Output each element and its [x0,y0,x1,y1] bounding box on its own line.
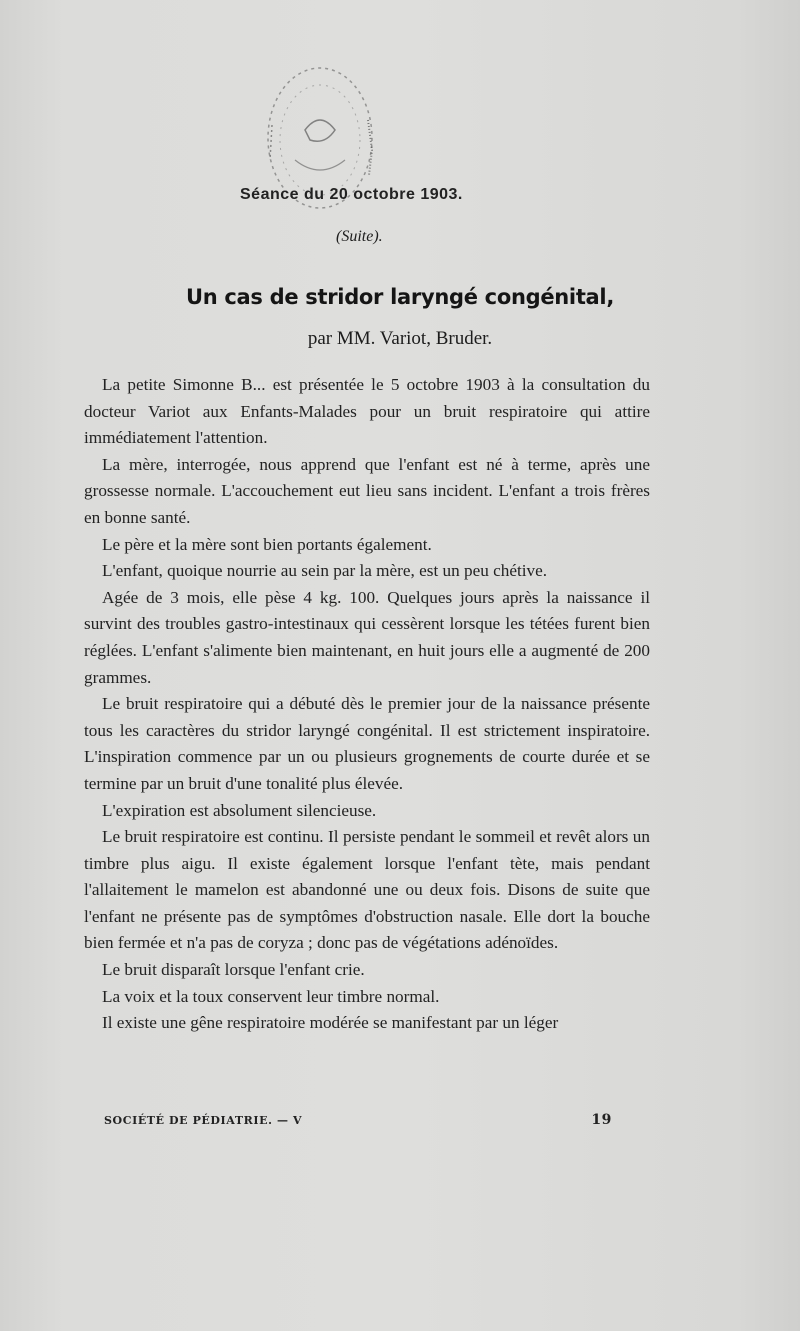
session-heading: Séance du 20 octobre 1903. [240,186,463,203]
paragraph: L'expiration est absolument silencieuse. [102,800,377,820]
paragraph: La mère, interrogée, nous apprend que l'enfant est né à terme, après une grossesse normale. L'accouchement eut lieu sans incident. L'enfant a trois frères en bonne santé. [84,454,650,527]
article-body [84,372,650,1037]
paragraph: Le bruit respiratoire est continu. Il persiste pendant le sommeil et revêt alors un timbre plus aigu. Il existe également lorsque l'enfant tète, mais pendant l'allaitement le mamelon est abandonné une ou deux fois. Disons de suite que l'enfant ne présente pas de symptômes d'obstruction nasale. Elle dort la bouche bien fermée et n'a pas de coryza ; donc pas de végétations adénoïdes. [84,827,650,953]
article-byline: par MM. Variot, Bruder. [307,328,493,349]
page-footer [104,1114,612,1127]
paragraph: Le père et la mère sont bien portants également. [102,534,432,554]
paragraph: La petite Simonne B... est présentée le 5 octobre 1903 à la consultation du docteur Variot aux Enfants-Malades pour un bruit respiratoire qui attire immédiatement l'attention. [84,375,650,448]
article-title: Un cas de stridor laryngé congénital, [185,285,615,309]
paragraph: Le bruit disparaît lorsque l'enfant crie. [102,960,365,980]
paragraph: Le bruit respiratoire qui a débuté dès le premier jour de la naissance présente tous les caractères du stridor laryngé congénital. Il est strictement inspiratoire. L'inspiration commence par un ou plusieurs grognements de courte durée et se termine par un bruit d'une tonalité plus élevée. [84,694,650,793]
page-number: 19 [591,1112,612,1128]
continued-note: (Suite). [336,228,383,245]
paragraph: Agée de 3 mois, elle pèse 4 kg. 100. Quelques jours après la naissance il survint des troubles gastro-intestinaux qui cessèrent lorsque les tétées furent bien réglées. L'enfant s'alimente bien maintenant, en huit jours elle a augmenté de 200 grammes. [84,587,650,687]
paragraph: L'enfant, quoique nourrie au sein par la mère, est un peu chétive. [102,561,548,581]
paragraph: Il existe une gêne respiratoire modérée se manifestant par un léger [102,1013,559,1033]
running-title: SOCIÉTÉ DE PÉDIATRIE. — V [104,1114,303,1127]
paragraph: La voix et la toux conservent leur timbre normal. [102,986,440,1006]
